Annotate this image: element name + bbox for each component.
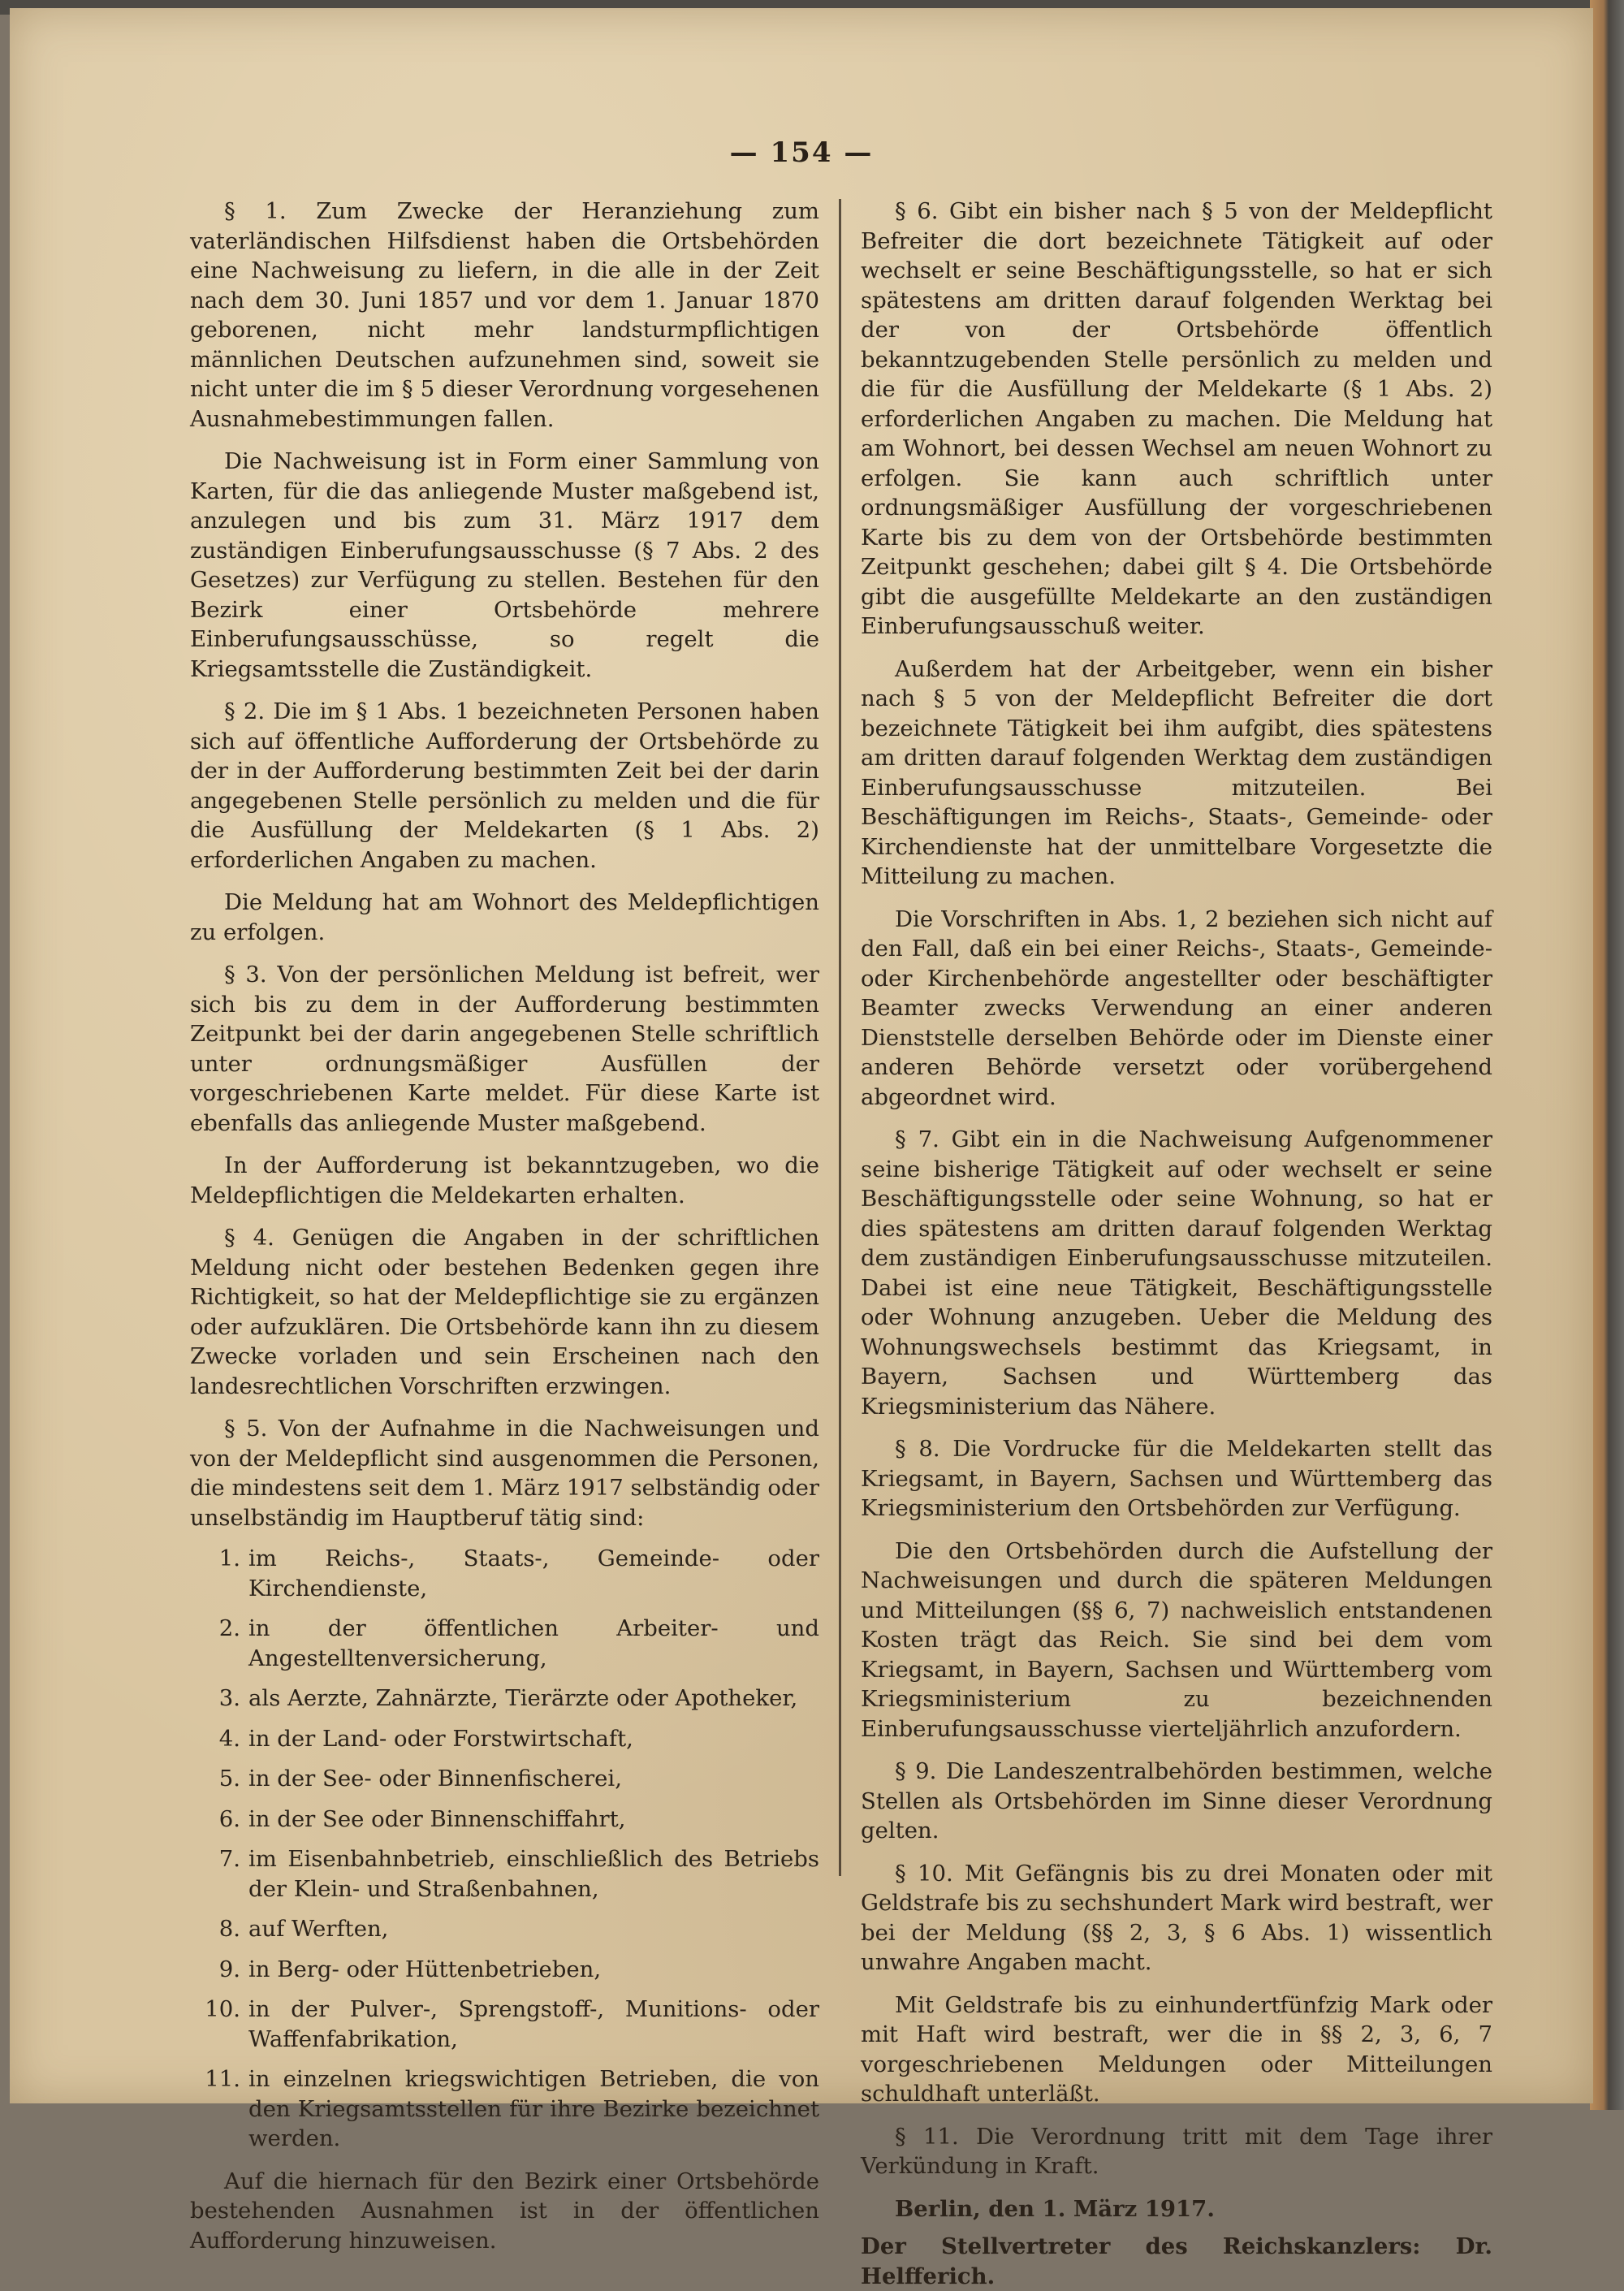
paragraph-kosten: Die den Ortsbehörden durch die Aufstellung der Nachweisungen und durch die späteren Meldungen und Mitteilungen (§§ 6, 7) nachweislich entstandenen Kosten trägt das Reich. Sie sind bei dem vom Kriegsamt, in Bayern, Sachsen und Württemberg vom Kriegsministerium zu bezeichnenden Einberufungsausschusse vierteljährlich anzufordern.	[861, 1537, 1492, 1742]
list-number: 1.	[218, 1545, 240, 1571]
list-number: 11.	[205, 2066, 240, 2092]
list-item	[190, 1914, 819, 1944]
column-divider	[839, 199, 841, 1876]
list-item	[190, 2064, 819, 2154]
list-number: 7.	[218, 1846, 240, 1872]
paragraph-section-4: § 4. Genügen die Angaben in der schriftlichen Meldung nicht oder bestehen Bedenken gegen ihre Richtigkeit, so hat der Meldepflichtige sie zu ergänzen oder aufzuklären. Die Ortsbehörde kann ihn zu diesem Zwecke vorladen und sein Erscheinen nach den landesrechtlichen Vorschriften erzwingen.	[190, 1225, 819, 1399]
exemption-list	[190, 1544, 819, 2154]
list-item	[190, 1614, 819, 1673]
list-text: in der Land- oder Forstwirtschaft,	[248, 1725, 633, 1752]
paragraph-section-5: § 5. Von der Aufnahme in die Nachweisungen und von der Meldepflicht sind ausgenommen die Personen, die mindestens seit dem 1. März 1917 selbständig oder unselbständig im Hauptberuf tätig sind:	[190, 1416, 819, 1531]
paragraph-section-10: § 10. Mit Gefängnis bis zu drei Monaten oder mit Geldstrafe bis zu sechshundert Mark wird bestraft, wer bei der Meldung (§§ 2, 3, § 6 Abs. 1) wissentlich unwahre Angaben macht.	[861, 1860, 1492, 1975]
list-item	[190, 1684, 819, 1714]
list-text: im Reichs-, Staats-, Gemeinde- oder Kirchendienste,	[248, 1545, 819, 1602]
book-spine-edge	[1590, 0, 1624, 2110]
list-number: 4.	[218, 1725, 240, 1752]
paragraph-arbeitgeber: Außerdem hat der Arbeitgeber, wenn ein bisher nach § 5 von der Meldepflicht Befreiter die dort bezeichnete Tätigkeit bei ihm aufgibt, dies spätestens am dritten darauf folgenden Werktag dem zuständigen Einberufungsausschusse mitzuteilen. Bei Beschäftigungen im Reichs-, Staats-, Gemeinde- oder Kirchendienste hat der unmittelbare Vorgesetzte die Mitteilung zu machen.	[861, 655, 1492, 889]
list-item	[190, 1764, 819, 1794]
list-text: in der See- oder Binnenfischerei,	[248, 1766, 622, 1792]
list-text: in einzelnen kriegswichtigen Betrieben, die von den Kriegsamtsstellen für ihre Bezirke bezeichnet werden.	[248, 2066, 819, 2151]
list-item	[190, 1805, 819, 1835]
place-date-line: Berlin, den 1. März 1917.	[895, 2195, 1215, 2222]
list-item	[190, 1844, 819, 1904]
signature-line: Der Stellvertreter des Reichskanzlers: Dr. Helfferich.	[861, 2233, 1492, 2289]
page-number: — 154 —	[729, 136, 874, 169]
list-number: 8.	[218, 1916, 240, 1942]
paragraph-ausnahmen-hinweis: Auf die hiernach für den Bezirk einer Ortsbehörde bestehenden Ausnahmen ist in der öffentlichen Aufforderung hinzuweisen.	[190, 2168, 819, 2254]
list-item	[190, 1544, 819, 1603]
list-text: im Eisenbahnbetrieb, einschließlich des Betriebs der Klein- und Straßenbahnen,	[248, 1846, 819, 1902]
paragraph-section-8: § 8. Die Vordrucke für die Meldekarten stellt das Kriegsamt, in Bayern, Sachsen und Württemberg das Kriegsministerium den Ortsbehörden zur Verfügung.	[861, 1436, 1492, 1521]
paragraph-vorschriften: Die Vorschriften in Abs. 1, 2 beziehen sich nicht auf den Fall, daß ein bei einer Reichs-, Staats-, Gemeinde- oder Kirchenbehörde angestellter oder beschäftigter Beamter zwecks Verwendung an einer anderen Dienststelle derselben Behörde oder im Dienste einer anderen Behörde versetzt oder vorübergehend abgeordnet wird.	[861, 906, 1492, 1110]
list-text: in Berg- oder Hüttenbetrieben,	[248, 1956, 602, 1982]
list-text: in der öffentlichen Arbeiter- und Angestelltenversicherung,	[248, 1615, 819, 1671]
list-text: in der Pulver-, Sprengstoff-, Munitions- oder Waffenfabrikation,	[248, 1996, 819, 2052]
list-number: 5.	[218, 1766, 240, 1792]
list-item	[190, 1995, 819, 2054]
paragraph-section-9: § 9. Die Landeszentralbehörden bestimmen, welche Stellen als Ortsbehörden im Sinne dieser Verordnung gelten.	[861, 1758, 1492, 1844]
paragraph-aufforderung: In der Aufforderung ist bekanntzugeben, wo die Meldepflichtigen die Meldekarten erhalten.	[190, 1152, 819, 1208]
document-page	[10, 8, 1593, 2289]
list-number: 2.	[218, 1615, 240, 1641]
paragraph-section-11: § 11. Die Verordnung tritt mit dem Tage ihrer Verkündung in Kraft.	[861, 2123, 1492, 2179]
paragraph-section-7: § 7. Gibt ein in die Nachweisung Aufgenommener seine bisherige Tätigkeit auf oder wechselt er seine Beschäftigungsstelle oder seine Wohnung, so hat er dies spätestens am dritten darauf folgenden Werktag dem zuständigen Einberufungsausschusse mitzuteilen. Dabei ist eine neue Tätigkeit, Beschäftigungsstelle oder Wohnung anzugeben. Ueber die Meldung des Wohnungswechsels bestimmt das Kriegsamt, in Bayern, Sachsen und Württemberg das Kriegsministerium das Nähere.	[861, 1126, 1492, 1420]
list-text: auf Werften,	[248, 1916, 389, 1942]
left-column	[190, 197, 819, 2268]
paragraph-section-6: § 6. Gibt ein bisher nach § 5 von der Meldepflicht Befreiter die dort bezeichnete Tätigkeit auf oder wechselt er seine Beschäftigungsstelle, so hat er sich spätestens am dritten darauf folgenden Werktag bei der von der Ortsbehörde öffentlich bekanntzugebenden Stelle persönlich zu melden und die für die Ausfüllung der Meldekarte (§ 1 Abs. 2) erforderlichen Angaben zu machen. Die Meldung hat am Wohnort, bei dessen Wechsel am neuen Wohnort zu erfolgen. Sie kann auch schriftlich unter ordnungsmäßiger Ausfüllung der vorgeschriebenen Karte bis zu dem von der Ortsbehörde bestimmten Zeitpunkt geschehen; dabei gilt § 4. Die Ortsbehörde gibt die ausgefüllte Meldekarte an den zuständigen Einberufungsausschuß weiter.	[861, 198, 1492, 639]
paragraph-geldstrafe: Mit Geldstrafe bis zu einhundertfünfzig Mark oder mit Haft wird bestraft, wer die in §§ 2, 3, 6, 7 vorgeschriebenen Meldungen oder Mitteilungen schuldhaft unterläßt.	[861, 1991, 1492, 2107]
list-item	[190, 1955, 819, 1985]
paragraph-meldung-wohnort: Die Meldung hat am Wohnort des Meldepflichtigen zu erfolgen.	[190, 889, 819, 945]
list-number: 6.	[218, 1805, 240, 1832]
list-number: 10.	[205, 1996, 240, 2022]
paragraph-section-2: § 2. Die im § 1 Abs. 1 bezeichneten Personen haben sich auf öffentliche Aufforderung der Ortsbehörde zu der in der Aufforderung bestimmten Zeit bei der darin angegebenen Stelle persönlich zu melden und die für die Ausfüllung der Meldekarten (§ 1 Abs. 2) erforderlichen Angaben zu machen.	[190, 698, 819, 873]
list-text: als Aerzte, Zahnärzte, Tierärzte oder Apotheker,	[248, 1685, 798, 1711]
list-text: in der See oder Binnenschiffahrt,	[248, 1805, 626, 1832]
paragraph-section-3: § 3. Von der persönlichen Meldung ist befreit, wer sich bis zu dem in der Aufforderung bestimmten Zeitpunkt bei der darin angegebenen Stelle schriftlich unter ordnungsmäßiger Ausfüllen der vorgeschriebenen Karte meldet. Für diese Karte ist ebenfalls das anliegende Muster maßgebend.	[190, 962, 819, 1136]
right-column	[861, 197, 1492, 2291]
list-number: 9.	[218, 1956, 240, 1982]
list-item	[190, 1724, 819, 1754]
paragraph-nachweisung: Die Nachweisung ist in Form einer Sammlung von Karten, für die das anliegende Muster maßgebend ist, anzulegen und bis zum 31. März 1917 dem zuständigen Einberufungsausschusse (§ 7 Abs. 2 des Gesetzes) zur Verfügung zu stellen. Bestehen für den Bezirk einer Ortsbehörde mehrere Einberufungsausschüsse, so regelt die Kriegsamtsstelle die Zuständigkeit.	[190, 448, 819, 682]
paragraph-section-1: § 1. Zum Zwecke der Heranziehung zum vaterländischen Hilfsdienst haben die Ortsbehörden eine Nachweisung zu liefern, in die alle in der Zeit nach dem 30. Juni 1857 und vor dem 1. Januar 1870 geborenen, nicht mehr landsturmpflichtigen männlichen Deutschen aufzunehmen sind, soweit sie nicht unter die im § 5 dieser Verordnung vorgesehenen Ausnahmebestimmungen fallen.	[190, 198, 819, 432]
list-number: 3.	[218, 1685, 240, 1711]
